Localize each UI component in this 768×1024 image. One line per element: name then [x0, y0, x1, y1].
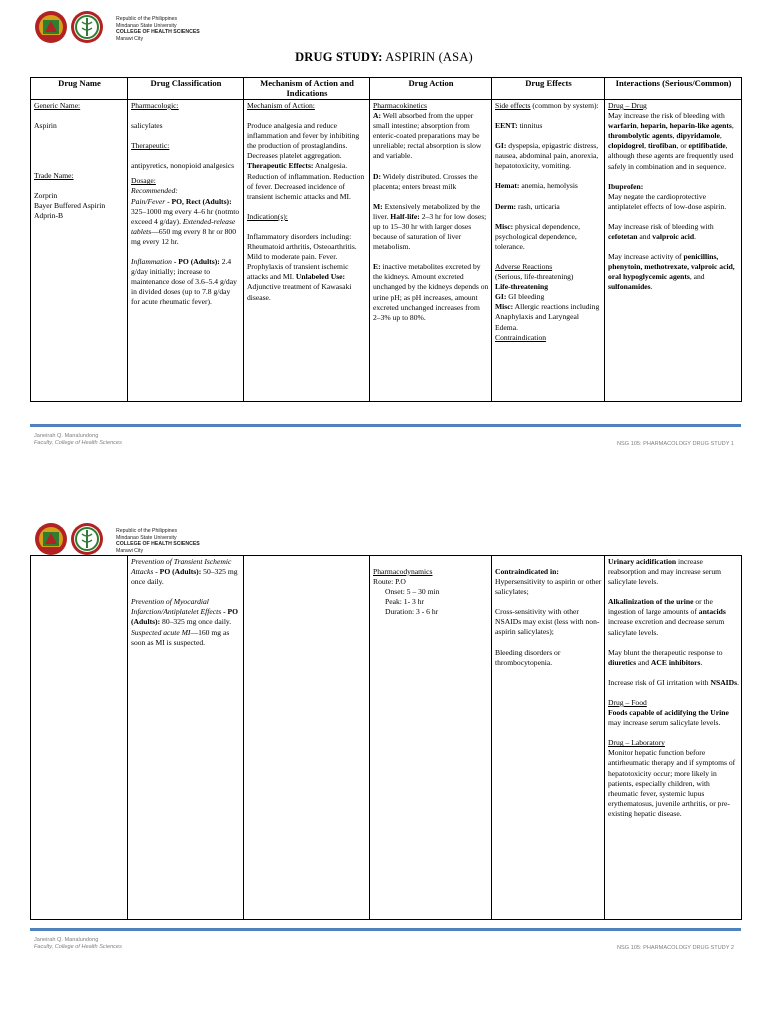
distribution: D: Widely distributed. Crosses the placenta; enters breast milk: [373, 171, 478, 191]
header-drug-name: Drug Name: [31, 78, 128, 100]
route: Route: P.O: [373, 577, 406, 587]
drug-lab-label: Drug – Laboratory: [608, 738, 665, 748]
institution-line: Marawi City: [116, 35, 144, 42]
contraindicated-label: Contraindicated in:: [495, 567, 559, 576]
contraindication: Hypersensitivity to aspirin or other salicylates;: [495, 577, 602, 597]
institution-line: Mindanao State University: [116, 534, 177, 541]
cell-action: [370, 100, 492, 402]
drug-drug-label: Drug – Drug: [608, 101, 647, 110]
institution-line: Marawi City: [116, 547, 144, 554]
footer-author: [34, 433, 122, 447]
allergic-reactions: Misc: Allergic reactions including Anaphylaxis and Laryngeal Edema.: [495, 302, 600, 332]
university-seal-icon: [34, 522, 68, 556]
cell-interactions: [605, 100, 742, 402]
suspected-mi-dosing: Suspected acute MI—160 mg as soon as MI is suspected.: [131, 627, 230, 647]
urinary-acidification: Urinary acidification increase reabsorption and may increase serum salicylate levels.: [608, 557, 722, 587]
gi-bleeding: GI: GI bleeding: [495, 292, 545, 302]
recommended-label: Recommended:: [131, 186, 178, 196]
generic-label: Generic Name:: [34, 101, 81, 110]
footer-rule: [30, 928, 741, 931]
derm-effect: Derm: rash, urticaria: [495, 201, 560, 211]
author-name: Janeirah Q. Manalundong: [34, 937, 99, 943]
university-seal-icon: [34, 10, 68, 44]
footer: [0, 928, 768, 968]
excretion: E: inactive metabolites excreted by the kidneys. Amount excreted unchanged by the kidneys depends on urine pH; as pH increases, amount excreted unchanged increases from 2–3% up to 80%.: [373, 262, 489, 322]
pain-fever-dosing: Pain/Fever - PO, Rect (Adults): 325–1000 mg every 4–6 hr (notmto exceed 4 g/day). Extended-release tablets—650 mg every 8 hr or 800 mg every 12 hr.: [131, 196, 240, 246]
trade-name: Bayer Buffered Aspirin: [34, 201, 106, 211]
tia-dosing: Prevention of Transient Ischemic Attacks - PO (Adults): 50–325 mg once daily.: [131, 557, 238, 587]
metabolism: M: Extensively metabolized by the liver. Half-life: 2–3 hr for low doses; up to 15–30 hr with larger doses because of saturation of liver metabolism.: [373, 201, 487, 252]
gi-effect: GI: dyspepsia, epigastric distress, nausea, abdominal pain, anorexia, hepatotoxicity, vomiting.: [495, 141, 599, 171]
mi-dosing: Prevention of Myocardial Infarction/Antiplatelet Effects - PO (Adults): 80–325 mg once daily.: [131, 597, 239, 627]
cefotetan-interaction: May increase risk of bleeding with cefotetan and valproic acid.: [608, 221, 714, 242]
eent-effect: EENT: tinnitus: [495, 121, 543, 131]
indications-label: Indication(s):: [247, 211, 288, 221]
drug-food-text: Foods capable of acidifying the Urine may increase serum salicylate levels.: [608, 708, 729, 728]
institution-line: COLLEGE OF HEALTH SCIENCES: [116, 541, 200, 548]
pharmacologic-value: salicylates: [131, 121, 163, 131]
peak: Peak: 1- 3 hr: [385, 597, 425, 607]
institution-line: Mindanao State University: [116, 22, 177, 29]
adverse-label: Adverse Reactions: [495, 261, 553, 271]
absorption: A: Well absorbed from the upper small intestine; absorption from enteric-coated preparations may be unreliable; rectal absorption is slow and variable.: [373, 111, 482, 161]
contraindication: Cross-sensitivity with other NSAIDs may exist (less with non-aspirin salicylates);: [495, 607, 600, 637]
misc-effect: Misc: physical dependence, psychological dependence, tolerance.: [495, 221, 580, 251]
drug-study-table-continued: [30, 555, 742, 920]
institution-line: Republic of the Philippines: [116, 16, 178, 22]
drug-study-table: [30, 77, 742, 402]
header-classification: Drug Classification: [128, 78, 244, 100]
pharmacokinetics-label: Pharmacokinetics: [373, 101, 427, 110]
hemat-effect: Hemat: anemia, hemolysis: [495, 181, 578, 191]
cell-drug-name: [31, 556, 128, 920]
table-row: [31, 556, 742, 920]
therapeutic-value: antipyretics, nonopioid analgesics: [131, 161, 235, 171]
cell-mechanism: [244, 100, 370, 402]
trade-name: Zorprin: [34, 191, 58, 201]
cell-action: [370, 556, 492, 920]
onset: Onset: 5 – 30 min: [385, 587, 440, 597]
ibuprofen-text: May negate the cardioprotective antiplatelet effects of low-dose aspirin.: [608, 191, 727, 211]
cell-mechanism: [244, 556, 370, 920]
therapeutic-label: Therapeutic:: [131, 141, 170, 151]
institution-block: [116, 16, 200, 42]
contraindication: Bleeding disorders or thrombocytopenia.: [495, 647, 561, 667]
cell-interactions: [605, 556, 742, 920]
pharmacodynamics-label: Pharmacodynamics: [373, 567, 433, 576]
ibuprofen-label: Ibuprofen:: [608, 181, 644, 191]
adverse-sub: (Serious, life-threatening): [495, 272, 574, 282]
institution-line: Republic of the Philippines: [116, 528, 178, 534]
table-header-row: [31, 78, 742, 100]
author-role: Faculty, College of Health Sciences: [34, 944, 122, 951]
institution-line: COLLEGE OF HEALTH SCIENCES: [116, 29, 200, 36]
document-title: [0, 50, 768, 65]
institution-block: [116, 528, 200, 554]
college-seal-icon: [70, 10, 104, 44]
generic-name: Aspirin: [34, 121, 57, 131]
trade-label: Trade Name:: [34, 171, 74, 181]
footer: [0, 424, 768, 464]
trade-name: Adprin-B: [34, 211, 64, 221]
title-bold: DRUG STUDY:: [295, 50, 383, 64]
author-name: Janeirah Q. Manalundong: [34, 433, 99, 439]
cell-effects: [492, 556, 605, 920]
pharmacologic-label: Pharmacologic:: [131, 101, 179, 110]
table-row: [31, 100, 742, 402]
header-interactions: Interactions (Serious/Common): [605, 78, 742, 100]
title-rest: ASPIRIN (ASA): [382, 50, 473, 64]
header-action: Drug Action: [370, 78, 492, 100]
dosage-label: Dosage:: [131, 176, 156, 186]
footer-page-label: NSG 105: PHARMACOLOGY DRUG STUDY 1: [617, 441, 734, 447]
life-threatening-label: Life-threatening: [495, 282, 549, 292]
cell-effects: [492, 100, 605, 402]
moa-text: Produce analgesia and reduce inflammation and fever by inhibiting the production of prostaglandins. Decreases platelet aggregation.: [247, 121, 360, 161]
college-seal-icon: [70, 522, 104, 556]
inflammation-dosing: Inflammation - PO (Adults): 2.4 g/day initially; increase to maintenance dose of 3.6–5.4 g/day in divided doses (up to 7.8 g/day for acute rheumatic fever).: [131, 257, 237, 307]
cell-classification: [128, 556, 244, 920]
drug-lab-text: Monitor hepatic function before antirheumatic therapy and if symptoms of hepatotoxicity occur; more likely in patients, especially children, with rheumatic fever, systemic lupus erythematosus, juvenile arthritis, or pre-existing hepatic disease.: [608, 748, 736, 818]
footer-author: [34, 937, 122, 951]
header-effects: Drug Effects: [492, 78, 605, 100]
author-role: Faculty, College of Health Sciences: [34, 440, 122, 447]
indications-text: Inflammatory disorders including: Rheumatoid arthritis, Osteoarthritis. Mild to moderate pain. Fever. Prophylaxis of transient ischemic attacks and MI. Unlabeled Use: Adjunctive treatment of Kawasaki disease.: [247, 231, 357, 302]
drug-food-label: Drug – Food: [608, 697, 647, 707]
cell-drug-name: [31, 100, 128, 402]
duration: Duration: 3 - 6 hr: [385, 607, 439, 617]
contraindication-label: Contraindication: [495, 332, 547, 342]
side-effects-label: Side effects (common by system):: [495, 101, 599, 110]
header-mechanism: Mechanism of Action and Indications: [244, 78, 370, 100]
gi-irritation: Increase risk of GI irritation with NSAIDs.: [608, 677, 739, 687]
urine-alkalinization: Alkalinization of the urine or the ingestion of large amounts of antacids increase excretion and decrease serum salicylate levels.: [608, 597, 726, 637]
footer-page-label: NSG 105: PHARMACOLOGY DRUG STUDY 2: [617, 945, 734, 951]
blunt-response: May blunt the therapeutic response to diuretics and ACE inhibitors.: [608, 647, 723, 667]
moa-label: Mechanism of Action:: [247, 101, 315, 110]
activity-interaction: May increase activity of penicillins, phenytoin, methotrexate, valproic acid, oral hypoglycemic agents, and sulfonamides.: [608, 252, 735, 292]
therapeutic-effects: Therapeutic Effects: Analgesia. Reduction of inflammation. Reduction of fever. Decreased incidence of transient ischemic attacks and MI.: [247, 161, 365, 201]
bleeding-interaction: May increase the risk of bleeding with warfarin, heparin, heparin-like agents, thrombolytic agents, dipyridamole, clopidogrel, tirofiban, or eptifibatide, although these agents are frequently used safely in combination and in sequence.: [608, 111, 734, 171]
footer-rule: [30, 424, 741, 427]
cell-classification: [128, 100, 244, 402]
